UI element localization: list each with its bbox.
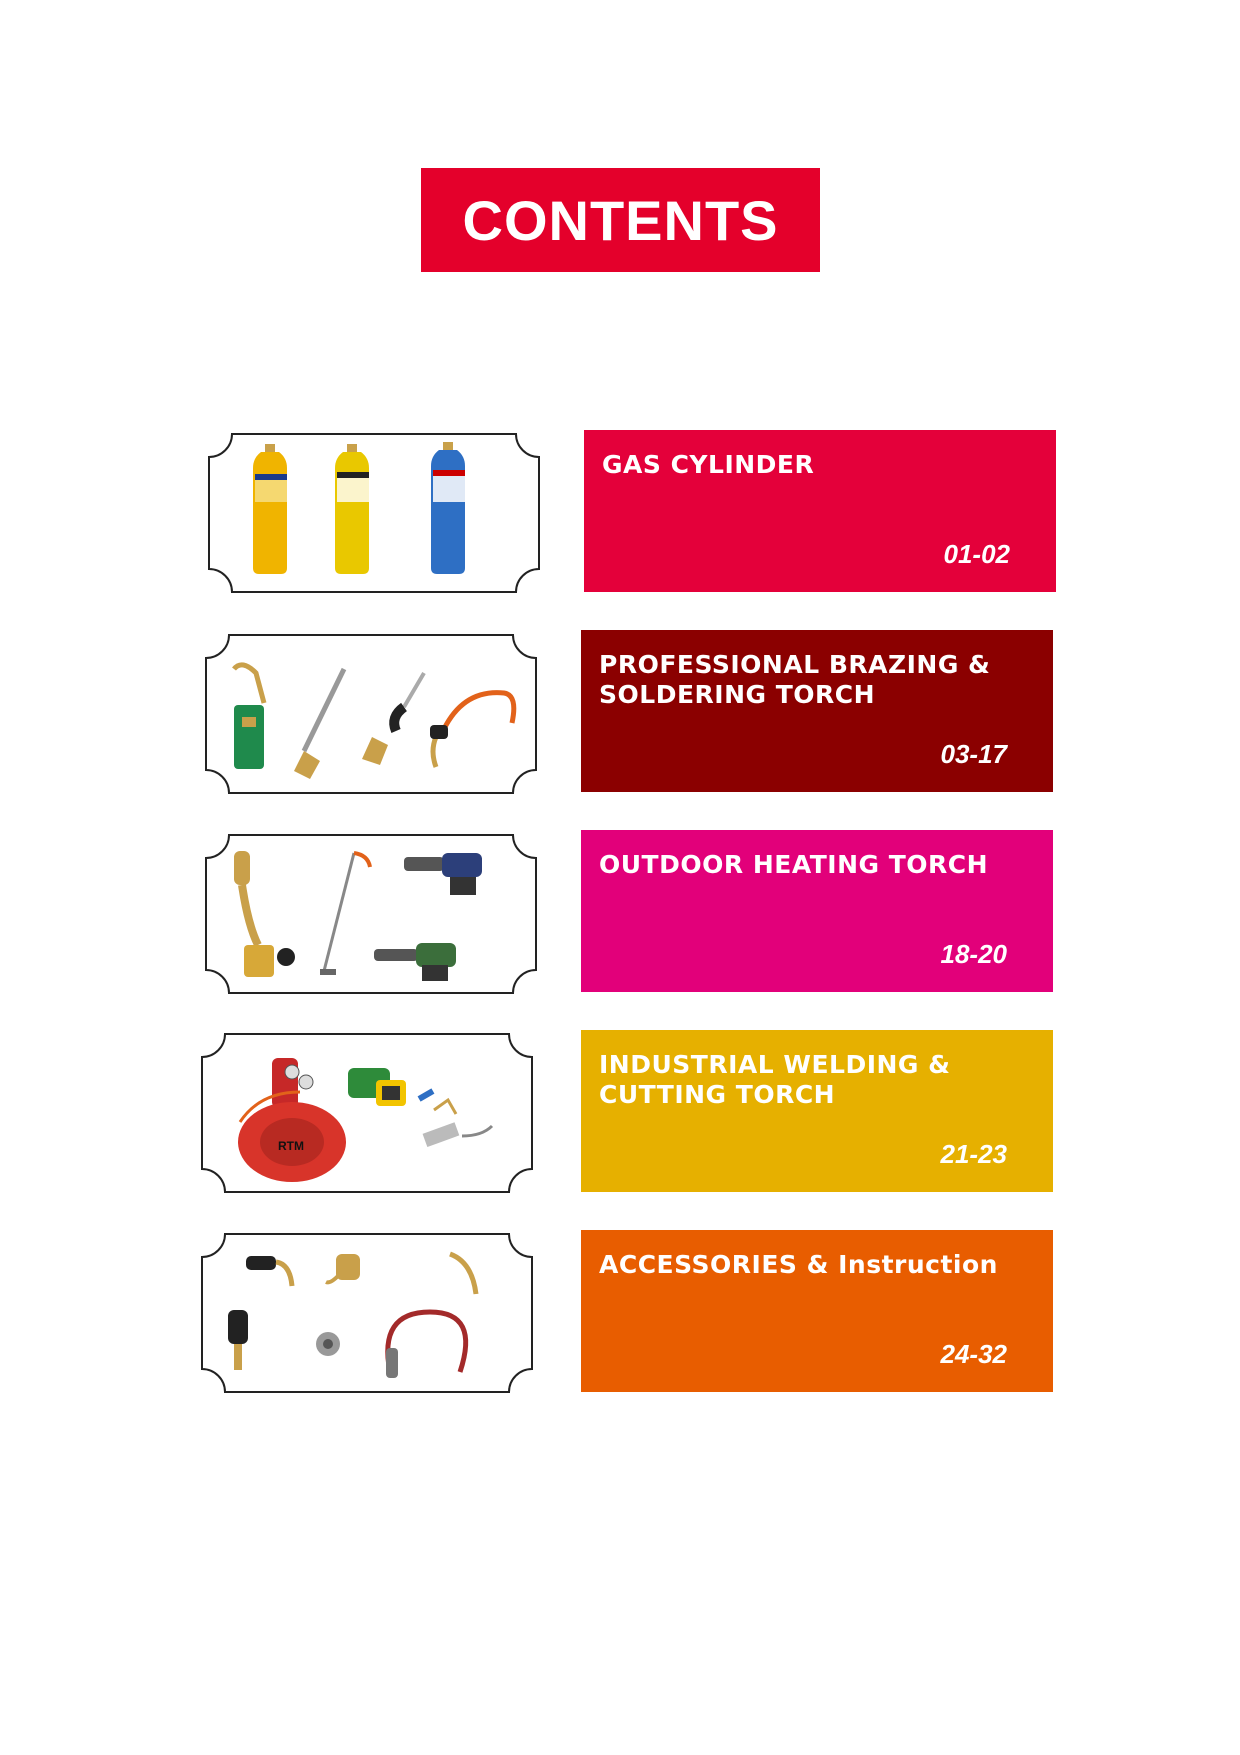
accessories-image[interactable] xyxy=(200,1232,534,1394)
section-label: ACCESSORIES & Instruction xyxy=(599,1250,998,1279)
section-pages: 21-23 xyxy=(940,1139,1007,1169)
gas-cylinders-image[interactable] xyxy=(207,432,541,594)
welding-kit-image[interactable] xyxy=(200,1032,534,1194)
section-pages: 03-17 xyxy=(940,739,1007,769)
section-label: INDUSTRIAL WELDING & CUTTING TORCH xyxy=(599,1050,951,1109)
section-label: PROFESSIONAL BRAZING & SOLDERING TORCH xyxy=(599,650,991,709)
section-pages: 24-32 xyxy=(940,1339,1007,1369)
brazing-torches-image[interactable] xyxy=(204,633,538,795)
section-label: OUTDOOR HEATING TORCH xyxy=(599,850,989,879)
section-gas-cylinder[interactable] xyxy=(584,430,1056,592)
section-label: GAS CYLINDER xyxy=(602,450,815,479)
page-title: CONTENTS xyxy=(462,188,779,252)
section-brazing-soldering-torch[interactable] xyxy=(581,630,1053,792)
section-outdoor-heating-torch[interactable] xyxy=(581,830,1053,992)
section-accessories-instruction[interactable] xyxy=(581,1230,1053,1392)
section-pages: 01-02 xyxy=(943,539,1010,569)
section-pages: 18-20 xyxy=(940,939,1007,969)
rtm-mark: RTM xyxy=(278,1139,304,1153)
contents-title-banner xyxy=(421,168,820,272)
heating-torches-image[interactable] xyxy=(204,833,538,995)
section-welding-cutting-torch[interactable] xyxy=(581,1030,1053,1192)
